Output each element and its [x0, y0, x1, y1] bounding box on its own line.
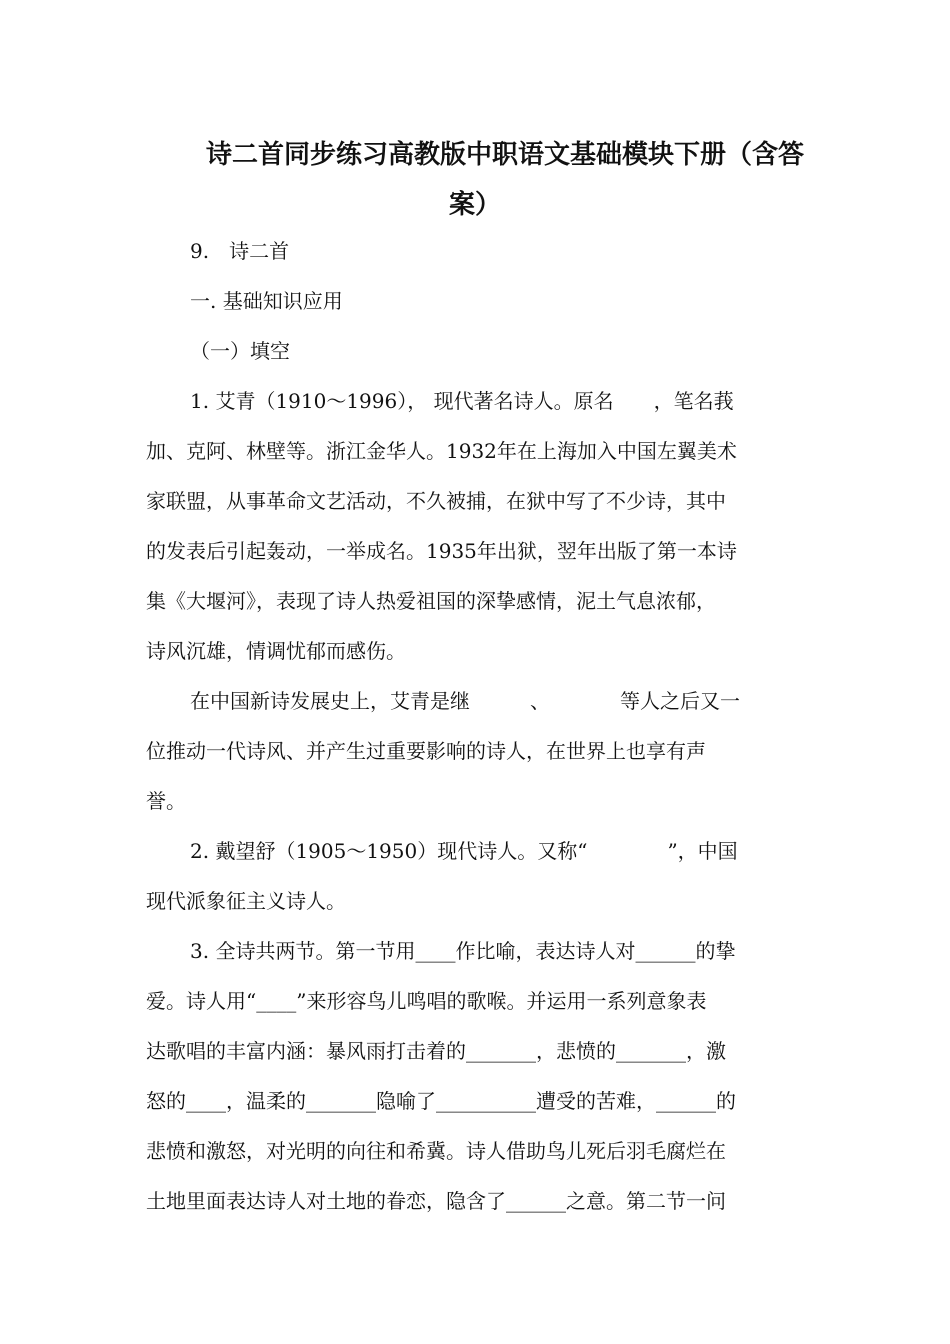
subpart-heading: （一）填空 — [190, 339, 290, 363]
q1-para2-line: 位推动一代诗风、并产生过重要影响的诗人，在世界上也享有声 — [146, 739, 706, 763]
q3-line: 怒的____，温柔的_______隐喻了__________遭受的苦难，______的 — [146, 1089, 736, 1113]
q1-line: 1. 艾青（1910～1996）， 现代著名诗人。原名 ，笔名莪 — [190, 389, 734, 413]
q1-line: 的发表后引起轰动，一举成名。1935年出狱，翌年出版了第一本诗 — [146, 539, 737, 563]
q2-line: 现代派象征主义诗人。 — [146, 889, 346, 913]
q2-line: 2. 戴望舒（1905～1950）现代诗人。又称“ ”，中国 — [190, 839, 738, 863]
section-heading: 9. 诗二首 — [190, 239, 290, 263]
q3-line: 3. 全诗共两节。第一节用____作比喻，表达诗人对______的挚 — [190, 939, 736, 963]
q1-para2-line: 誉。 — [146, 789, 186, 813]
title-line-1: 诗二首同步练习高教版中职语文基础模块下册（含答 — [206, 140, 805, 170]
q1-line: 集《大堰河》，表现了诗人热爱祖国的深挚感情，泥土气息浓郁， — [146, 589, 716, 613]
q1-line: 诗风沉雄，情调忧郁而感伤。 — [146, 639, 406, 663]
q3-line: 爱。诗人用“____”来形容鸟儿鸣唱的歌喉。并运用一系列意象表 — [146, 989, 707, 1013]
document-title — [150, 130, 805, 230]
q3-line: 悲愤和激怒，对光明的向往和希冀。诗人借助鸟儿死后羽毛腐烂在 — [146, 1139, 726, 1163]
q3-line: 达歌唱的丰富内涵：暴风雨打击着的_______，悲愤的_______，激 — [146, 1039, 726, 1063]
q1-para2-line: 在中国新诗发展史上，艾青是继 、 等人之后又一 — [190, 689, 740, 713]
q1-line: 家联盟，从事革命文艺活动，不久被捕，在狱中写了不少诗，其中 — [146, 489, 726, 513]
title-line-2: 案） — [448, 190, 501, 220]
part-heading: 一. 基础知识应用 — [190, 289, 343, 313]
q1-line: 加、克阿、林壁等。浙江金华人。1932年在上海加入中国左翼美术 — [146, 439, 737, 463]
q3-line: 土地里面表达诗人对土地的眷恋，隐含了______之意。第二节一问 — [146, 1189, 726, 1213]
